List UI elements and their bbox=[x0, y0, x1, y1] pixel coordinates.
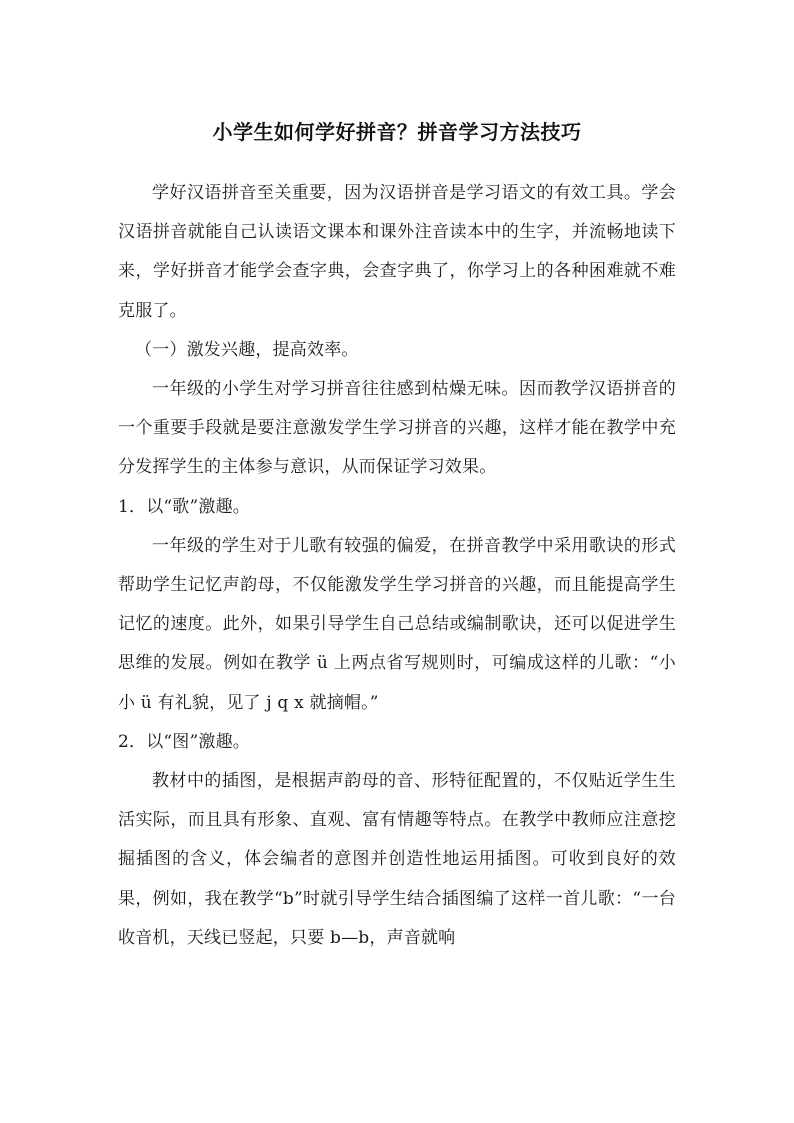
paragraph-intro: 学好汉语拼音至关重要，因为汉语拼音是学习语文的有效工具。学会汉语拼音就能自己认读语文课本和课外注音读本中的生字，并流畅地读下来，学好拼音才能学会查字典，会查字典了，你学习上的各种困难就不难克服了。 bbox=[118, 183, 676, 321]
item-heading-2: 2．以“图”激趣。 bbox=[118, 731, 250, 752]
document-body bbox=[118, 174, 676, 958]
document-title: 小学生如何学好拼音？拼音学习方法技巧 bbox=[212, 120, 582, 144]
item-heading-1: 1．以“歌”激趣。 bbox=[118, 496, 250, 517]
paragraph-item-2: 教材中的插图，是根据声韵母的音、形特征配置的，不仅贴近学生生活实际，而且具有形象、直观、富有情趣等特点。在教学中教师应注意挖掘插图的含义，体会编者的意图并创造性地运用插图。可收到良好的效果，例如，我在教学“b”时就引导学生结合插图编了这样一首儿歌：“一台收音机，天线已竖起，只要 b—b，声音就响 bbox=[118, 771, 676, 948]
paragraph-item-1: 一年级的学生对于儿歌有较强的偏爱，在拼音教学中采用歌诀的形式帮助学生记忆声韵母，不仅能激发学生学习拼音的兴趣，而且能提高学生记忆的速度。此外，如果引导学生自己总结或编制歌诀，还可以促进学生思维的发展。例如在教学 ü 上两点省写规则时，可编成这样的儿歌：“小小 ü 有礼貌，见了 j q x 就摘帽。” bbox=[118, 535, 676, 713]
paragraph-section-1: 一年级的小学生对学习拼音往往感到枯燥无味。因而教学汉语拼音的一个重要手段就是要注意激发学生学习拼音的兴趣，这样才能在教学中充分发挥学生的主体参与意识，从而保证学习效果。 bbox=[118, 379, 676, 478]
section-heading-1: （一）激发兴趣，提高效率。 bbox=[135, 339, 359, 360]
